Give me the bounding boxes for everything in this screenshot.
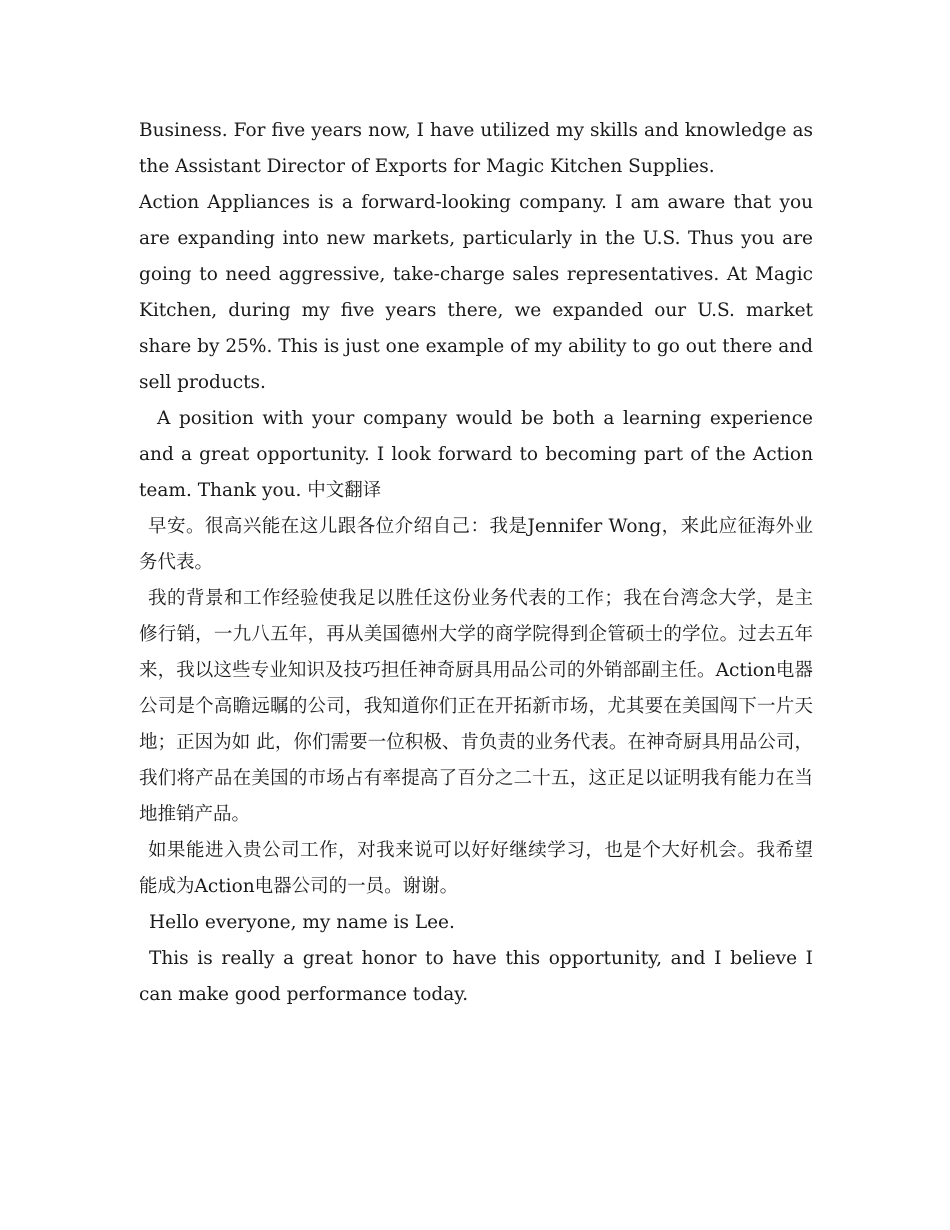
paragraph-cn-greeting: 早安。很高兴能在这儿跟各位介绍自己：我是Jennifer Wong，来此应征海外业务代表。 [139,516,813,573]
paragraph-cn-background: 我的背景和工作经验使我足以胜任这份业务代表的工作；我在台湾念大学，是主修行销，一九八五年，再从美国德州大学的商学院得到企管硕士的学位。过去五年来，我以这些专业知识及技巧担任神奇厨具用品公司的外销部副主任。Action电器公司是个高瞻远瞩的公司，我知道你们正在开拓新市场，尤其要在美国闯下一片天地；正因为如 此，你们需要一位积极、肯负责的业务代表。在神奇厨具用品公司，我们将产品在美国的市场占有率提高了百分之二十五，这正足以证明我有能力在当地推销产品。 [139,588,813,825]
paragraph-business-experience: Business. For five years now, I have utilized my skills and knowledge as the Assistant Director of Exports for Magic Kitchen Supplies. [139,120,813,177]
paragraph-cn-closing: 如果能进入贵公司工作，对我来说可以好好继续学习，也是个大好机会。我希望能成为Action电器公司的一员。谢谢。 [139,840,813,897]
paragraph-action-appliances: Action Appliances is a forward-looking company. I am aware that you are expanding into new markets, particularly in the U.S. Thus you are going to need aggressive, take-charge sales representatives. At Magic Kitchen, during my five years there, we expanded our U.S. market share by 25%. This is just one example of my ability to go out there and sell products. [139,192,813,393]
document-body [139,113,813,1013]
paragraph-position-closing: A position with your company would be both a learning experience and a great opportunity. I look forward to becoming part of the Action team. Thank you. 中文翻译 [139,408,813,501]
paragraph-hello-lee: Hello everyone, my name is Lee. [149,912,455,933]
paragraph-great-honor: This is really a great honor to have this opportunity, and I believe I can make good performance today. [139,948,813,1005]
